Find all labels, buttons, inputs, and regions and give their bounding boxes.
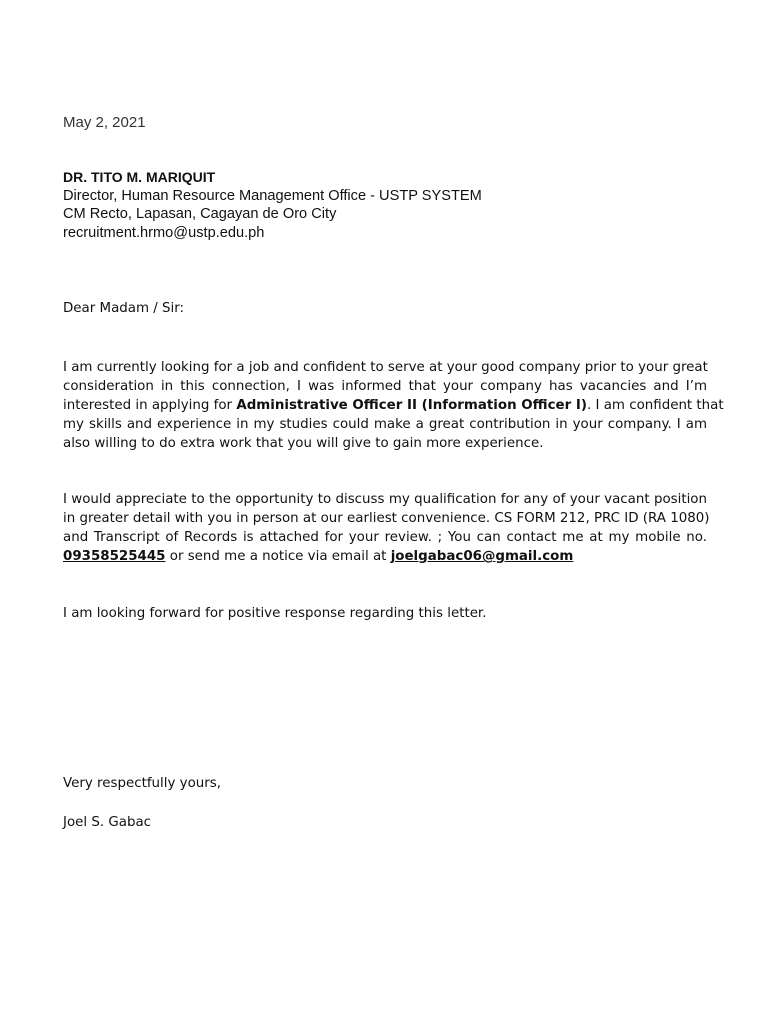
paragraph-line: consideration in this connection, I was informed that your company has vacancies and I’m (63, 379, 707, 394)
paragraph-request (63, 490, 710, 566)
paragraph-line: my skills and experience in my studies could make a great contribution in your company. I am (63, 417, 707, 432)
paragraph-text: or send me a notice via email at (165, 549, 391, 564)
applicant-email: joelgabac06@gmail.com (390, 549, 574, 564)
paragraph-line: also willing to do extra work that you will give to gain more experience. (63, 436, 544, 451)
paragraph-line: I would appreciate to the opportunity to discuss my qualification for any of your vacant position (63, 492, 707, 507)
salutation: Dear Madam / Sir: (63, 301, 185, 316)
paragraph-line: I am currently looking for a job and confident to serve at your good company prior to your great (63, 360, 708, 375)
signer-name: Joel S. Gabac (63, 815, 152, 830)
recipient-title: Director, Human Resource Management Office - USTP SYSTEM (63, 187, 482, 204)
paragraph-intro (63, 358, 724, 453)
paragraph-line: in greater detail with you in person at our earliest convenience. CS FORM 212, PRC ID (RA 1080) (63, 511, 710, 526)
paragraph-line (63, 547, 707, 566)
complimentary-close: Very respectfully yours, (63, 776, 221, 791)
paragraph-line: I am looking forward for positive response regarding this letter. (63, 606, 487, 621)
recipient-block (63, 168, 482, 242)
recipient-email: recruitment.hrmo@ustp.edu.ph (63, 224, 265, 241)
paragraph-line: and Transcript of Records is attached for your review. ; You can contact me at my mobile no. (63, 530, 707, 545)
letter-date: May 2, 2021 (63, 114, 146, 131)
paragraph-closing (63, 604, 707, 623)
position-title: Administrative Officer II (Information Officer I) (236, 398, 587, 413)
recipient-address: CM Recto, Lapasan, Cagayan de Oro City (63, 206, 337, 222)
paragraph-line (63, 396, 724, 415)
mobile-number: 09358525445 (63, 549, 166, 564)
paragraph-text: interested in applying for (63, 398, 237, 413)
recipient-name: DR. TITO M. MARIQUIT (63, 169, 216, 185)
paragraph-text: . I am confident that (587, 398, 724, 413)
